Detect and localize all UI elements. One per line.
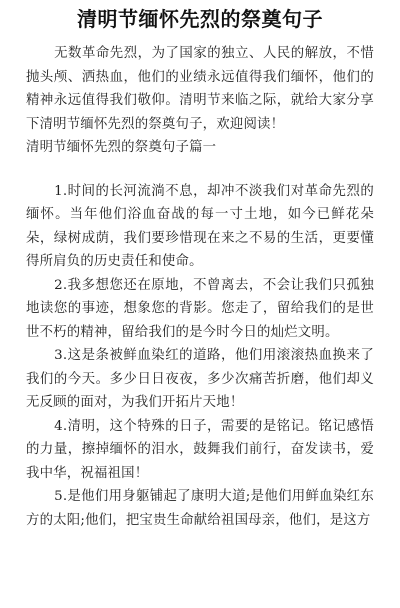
intro-paragraph: 无数革命先烈，为了国家的独立、人民的解放，不惜抛头颅、洒热血，他们的业绩永远值得我们缅怀，他们的精神永远值得我们敬仰。清明节来临之际，就给大家分享下清明节缅怀先烈的祭奠句子，欢迎阅读！ xyxy=(26,46,374,132)
section-heading: 清明节缅怀先烈的祭奠句子篇一 xyxy=(26,140,217,155)
document-body xyxy=(26,42,374,532)
list-item: 1.时间的长河流淌不息，却冲不淡我们对革命先烈的缅怀。当年他们浴血奋战的每一寸土地，如今已鲜花朵朵，绿树成荫，我们要珍惜现在来之不易的生活，更要懂得所肩负的历史责任和使命。 xyxy=(26,183,374,269)
list-item: 3.这是条被鲜血染红的道路，他们用滚滚热血换来了我们的今天。多少日日夜夜，多少次痛苦折磨，他们却义无反顾的面对，为我们开拓片天地！ xyxy=(26,348,374,410)
document-title: 清明节缅怀先烈的祭奠句子 xyxy=(77,7,323,31)
list-item: 2.我多想您还在原地，不曾离去，不会让我们只孤独地读您的事迹，想象您的背影。您走了，留给我们的是世世不朽的精神，留给我们的是今时今日的灿烂文明。 xyxy=(26,277,374,340)
list-item: 4.清明，这个特殊的日子，需要的是铭记。铭记感悟的力量，擦掉缅怀的泪水，鼓舞我们前行，奋发读书，爱我中华，祝福祖国！ xyxy=(26,418,374,481)
list-item: 5.是他们用身躯铺起了康明大道;是他们用鲜血染红东方的太阳;他们，把宝贵生命献给祖国母亲，他们，是这方 xyxy=(26,489,374,528)
